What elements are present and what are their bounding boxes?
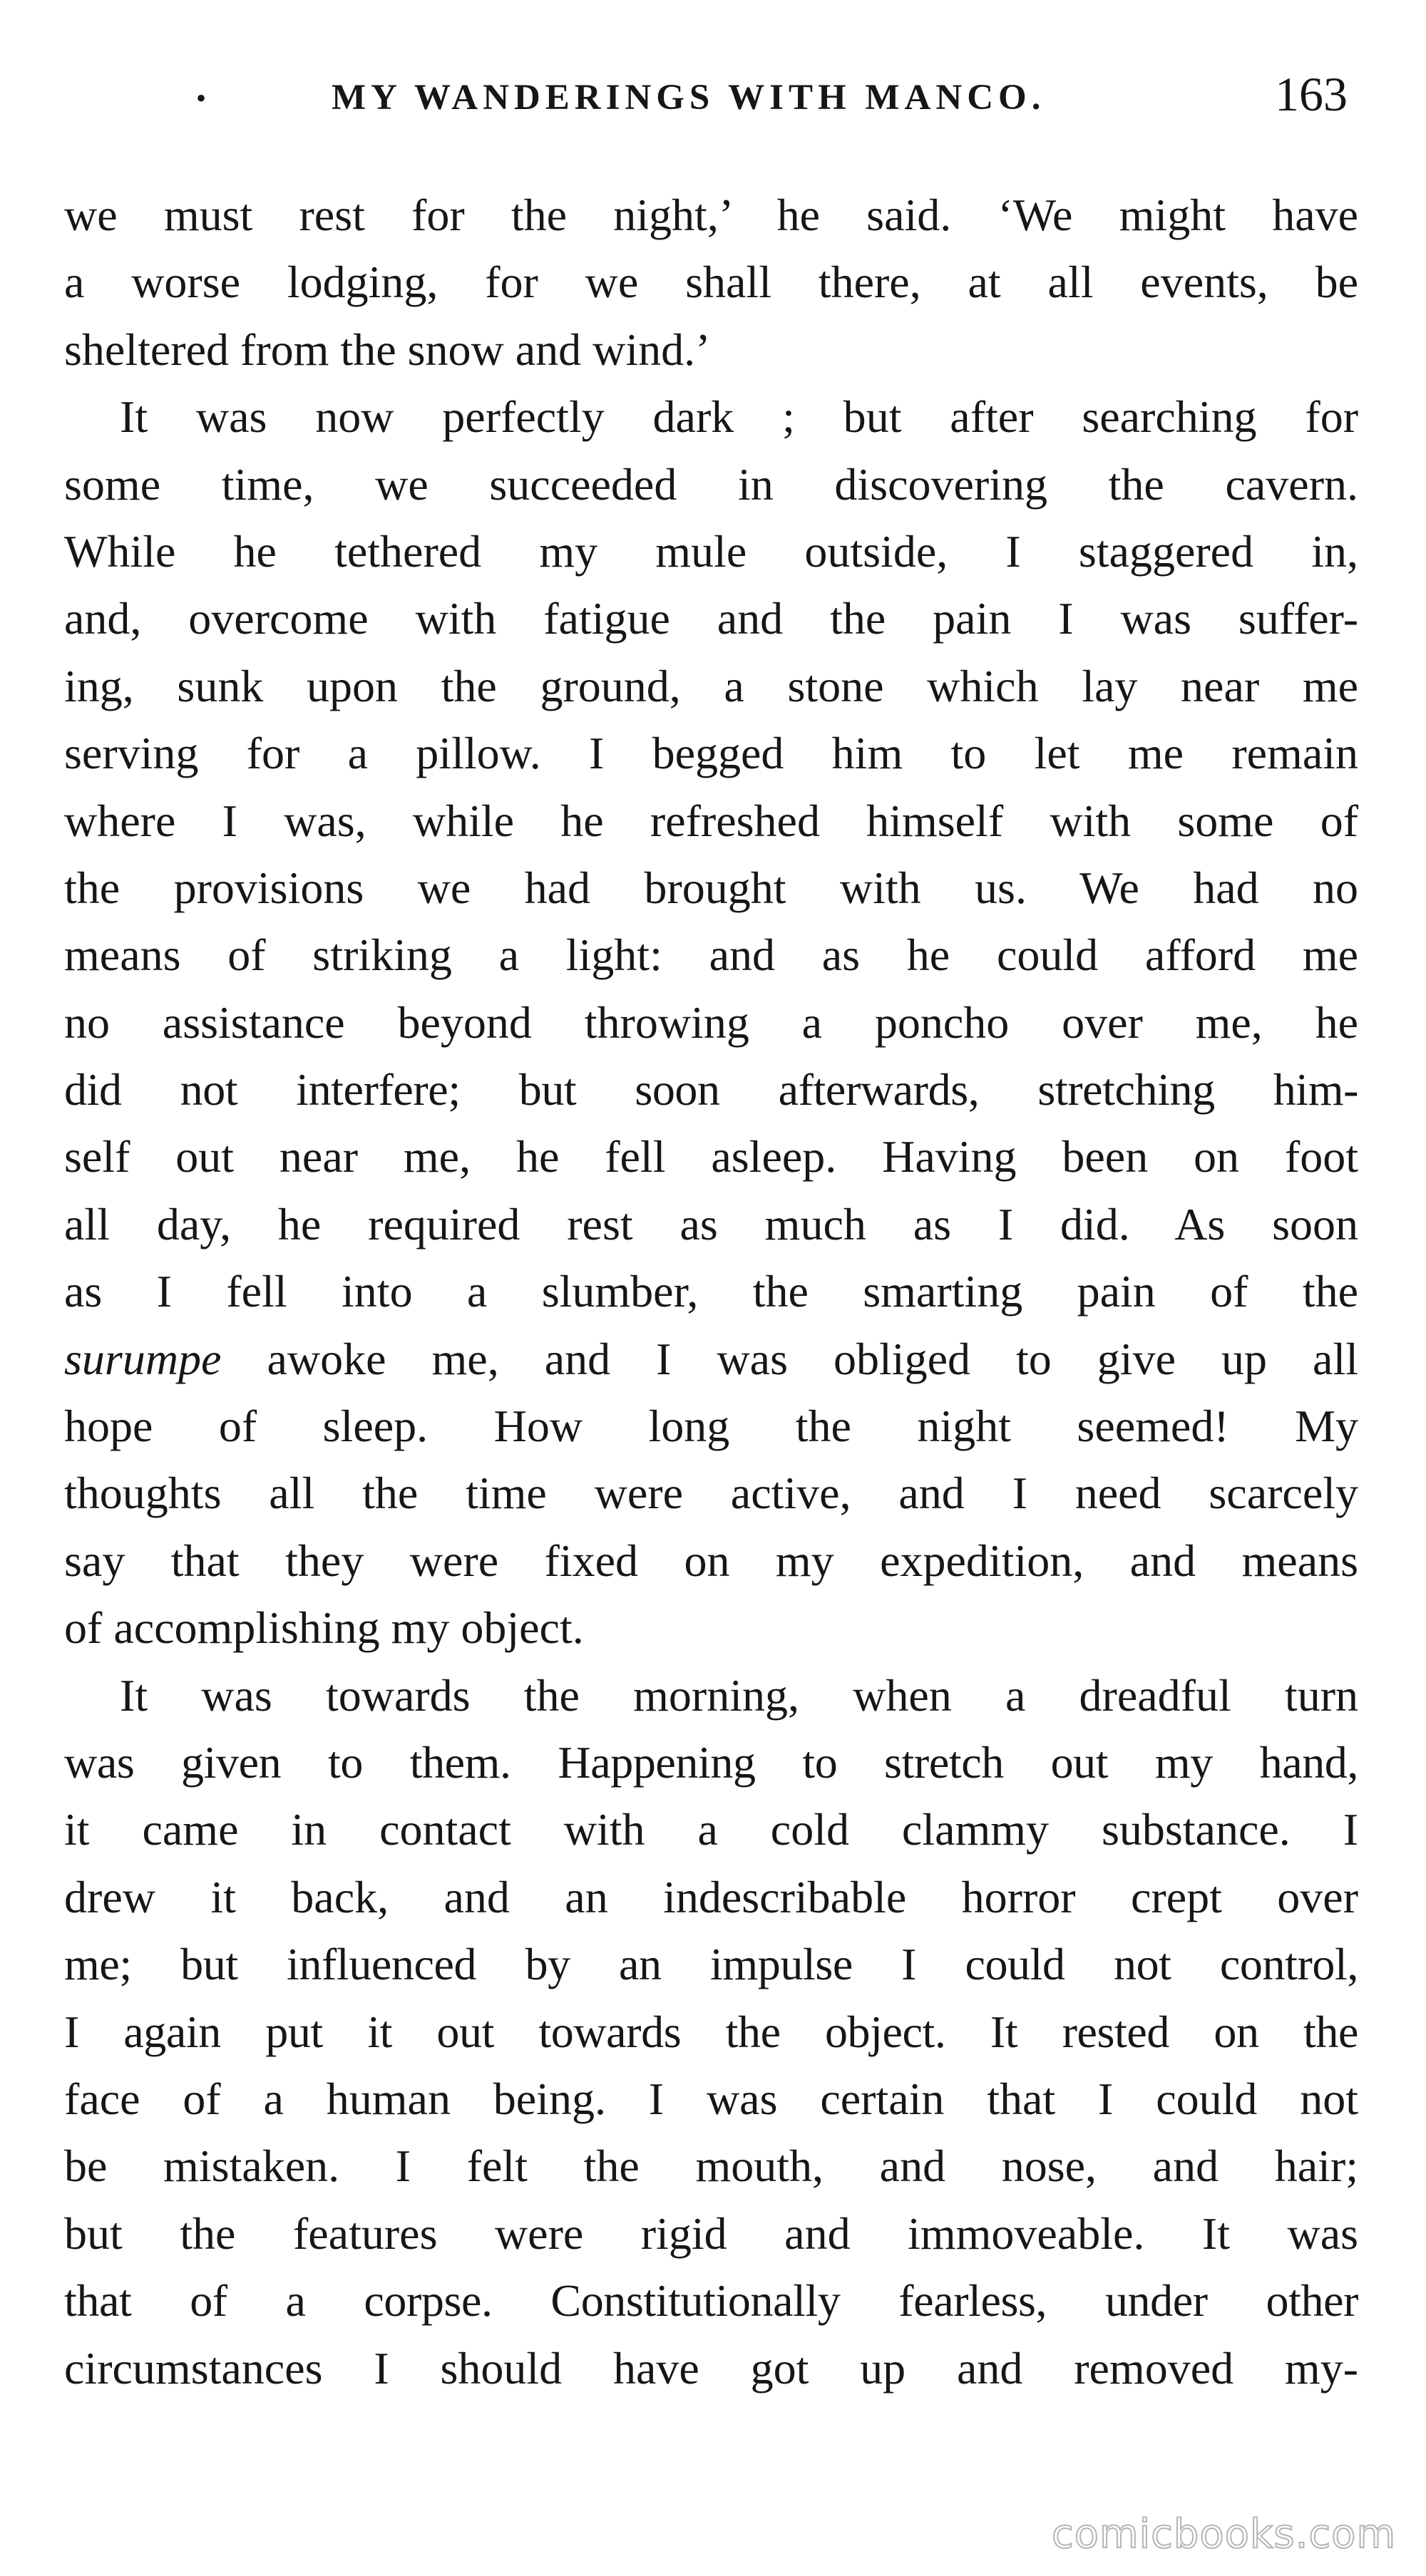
text-line: where I was, while he refreshed himself with some of [64,795,1358,846]
text-line-italic [64,1326,1358,1393]
text-line: It was towards the morning, when a dreadful turn [120,1669,1358,1721]
text-line: ing, sunk upon the ground, a stone which lay near me [64,660,1358,711]
text-line: say that they were fixed on my expedition, and means [64,1535,1358,1586]
text-line: face of a human being. I was certain that I could not [64,2073,1358,2124]
text-line: circumstances I should have got up and removed my- [64,2342,1358,2394]
running-title: MY WANDERINGS WITH MANCO. [332,78,1046,118]
italic-line-rest: awoke me, and I was obliged to give up all [221,1333,1358,1384]
running-header [64,63,1348,127]
text-line: we must rest for the night,’ he said. ‘We might have [64,190,1358,240]
text-line: that of a corpse. Constitutionally fearless, under other [64,2275,1358,2327]
paragraph-2 [64,383,1358,1661]
page-number: 163 [1275,67,1348,121]
text-line: a worse lodging, for we shall there, at all events, be [64,257,1358,308]
text-line: and, overcome with fatigue and the pain I was suffer- [64,593,1358,644]
text-line: hope of sleep. How long the night seemed! My [64,1401,1358,1452]
text-line: sheltered from the snow and wind.’ [64,324,711,375]
text-line: but the features were rigid and immoveable. It was [64,2207,1358,2259]
text-line: it came in contact with a cold clammy substance. I [64,1804,1358,1855]
text-line: as I fell into a slumber, the smarting pain of the [64,1266,1358,1317]
text-line: no assistance beyond throwing a poncho over me, he [64,996,1358,1048]
text-line: was given to them. Happening to stretch out my hand, [64,1736,1358,1788]
text-line: I again put it out towards the object. It rested on the [64,2006,1358,2057]
text-line: drew it back, and an indescribable horror crept over [64,1871,1358,1922]
text-line: thoughts all the time were active, and I need scarcely [64,1468,1358,1519]
text-line: the provisions we had brought with us. We had no [64,862,1358,913]
text-line: of accomplishing my object. [64,1602,584,1654]
watermark: comicbooks.com [1051,2511,1396,2557]
paragraph-1 [64,182,1358,383]
text-line: did not interfere; but soon afterwards, stretching him- [64,1064,1358,1116]
header-mark: • [196,82,207,114]
text-line: means of striking a light: and as he could afford me [64,929,1358,981]
italic-word: surumpe [64,1333,222,1384]
text-line: all day, he required rest as much as I did. As soon [64,1198,1358,1250]
text-line: While he tethered my mule outside, I staggered in, [64,525,1358,577]
text-line: some time, we succeeded in discovering the cavern. [64,458,1358,510]
text-line: self out near me, he fell asleep. Having been on foot [64,1131,1358,1183]
text-line: serving for a pillow. I begged him to let me remain [64,728,1358,779]
text-line: be mistaken. I felt the mouth, and nose, and hair; [64,2140,1358,2192]
text-line: me; but influenced by an impulse I could not control, [64,1939,1358,1990]
text-line: It was now perfectly dark ; but after searching for [120,391,1358,443]
body-text [64,182,1358,2402]
paragraph-3 [64,1662,1358,2402]
